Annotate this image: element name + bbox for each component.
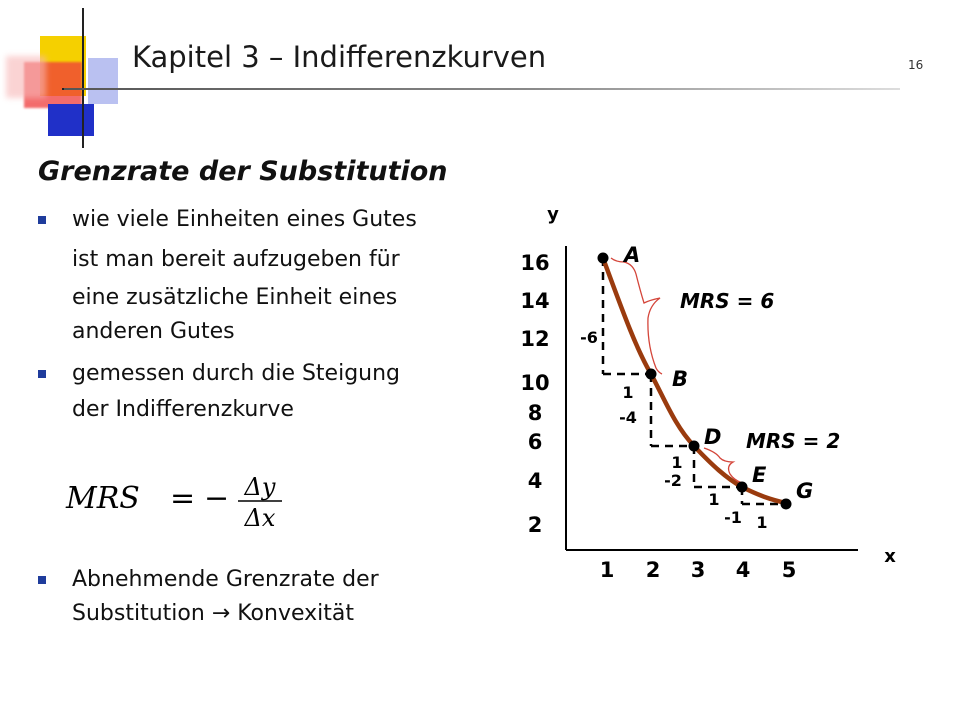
logo-vertical-line: [82, 8, 84, 148]
logo-pink-glow: [6, 56, 46, 98]
x-tick-labels: [600, 558, 797, 582]
formula-minus: −: [204, 481, 230, 516]
mrs-brace-de: [704, 448, 742, 483]
y-tick-6: 6: [527, 430, 543, 454]
x-tick-1: 1: [599, 558, 615, 582]
bullet-line-1-4: anderen Gutes: [72, 319, 235, 344]
mrs-brace-ab: [611, 258, 662, 374]
bullet-line-1-1: wie viele Einheiten eines Gutes: [72, 207, 417, 232]
slide-logo: [0, 0, 130, 150]
point-label-b: B: [672, 367, 689, 391]
logo-blue-square: [48, 104, 94, 136]
x-axis-label: x: [884, 546, 896, 567]
arrow-icon: →: [211, 601, 231, 626]
y-tick-10: 10: [520, 371, 550, 395]
y-axis-label: y: [547, 204, 559, 225]
step-labels: [580, 328, 767, 532]
point-label-a: A: [624, 243, 641, 267]
step-de-dx: 1: [671, 453, 683, 472]
bullet-line-2-1: gemessen durch die Steigung: [72, 361, 401, 386]
title-divider: [64, 88, 900, 90]
y-tick-2: 2: [527, 513, 543, 537]
formula-lhs: MRS: [66, 481, 140, 516]
bullet-line-2-2: der Indifferenzkurve: [72, 397, 294, 422]
bullet-marker-2: [38, 370, 46, 378]
x-tick-3: 3: [690, 558, 706, 582]
bullet-marker-3: [38, 576, 46, 584]
point-e: [737, 482, 748, 493]
slide-title: Kapitel 3 – Indifferenzkurven: [132, 40, 547, 74]
bullet-line-3-1: Abnehmende Grenzrate der: [72, 567, 379, 592]
mrs-label-first: MRS = 6: [680, 289, 775, 313]
x-tick-5: 5: [781, 558, 797, 582]
x-tick-4: 4: [735, 558, 751, 582]
point-a: [598, 253, 609, 264]
x-tick-2: 2: [645, 558, 661, 582]
formula-equals: =: [170, 481, 196, 516]
y-tick-8: 8: [527, 401, 543, 425]
y-tick-16: 16: [520, 251, 550, 275]
step-bd-dx: 1: [622, 383, 634, 402]
point-d: [689, 441, 700, 452]
step-eg-dx: 1: [708, 490, 720, 509]
formula-denominator: Δx: [244, 504, 276, 532]
bullet-marker-1: [38, 216, 46, 224]
point-label-g: G: [796, 479, 814, 503]
formula-numerator: Δy: [244, 473, 276, 501]
step-bd-dy: -4: [619, 408, 637, 427]
bullet-line-3-2: [72, 596, 354, 631]
mrs-formula: [64, 468, 304, 532]
bullet-line-1-2: ist man bereit aufzugeben für: [72, 247, 400, 272]
bullet-line-1-3: eine zusätzliche Einheit eines: [72, 285, 398, 310]
y-tick-14: 14: [520, 289, 550, 313]
y-tick-4: 4: [527, 469, 543, 493]
point-label-e: E: [752, 463, 767, 487]
step-ab-dy: -6: [580, 328, 598, 347]
step-eg-dy: -1: [724, 508, 742, 527]
point-b: [646, 369, 657, 380]
y-tick-labels: [520, 251, 549, 537]
step-g-dx: 1: [756, 513, 768, 532]
bullet-line-3-2-text: Substitution → Konvexität: [72, 601, 354, 626]
indifference-graph: [500, 196, 920, 626]
section-heading: Grenzrate der Substitution: [38, 156, 448, 187]
point-g: [781, 499, 792, 510]
y-tick-12: 12: [520, 327, 550, 351]
logo-light-blue-square: [88, 58, 118, 104]
page-number: 16: [908, 58, 924, 72]
point-label-d: D: [704, 425, 722, 449]
mrs-label-second: MRS = 2: [746, 429, 841, 453]
step-de-dy: -2: [664, 471, 682, 490]
